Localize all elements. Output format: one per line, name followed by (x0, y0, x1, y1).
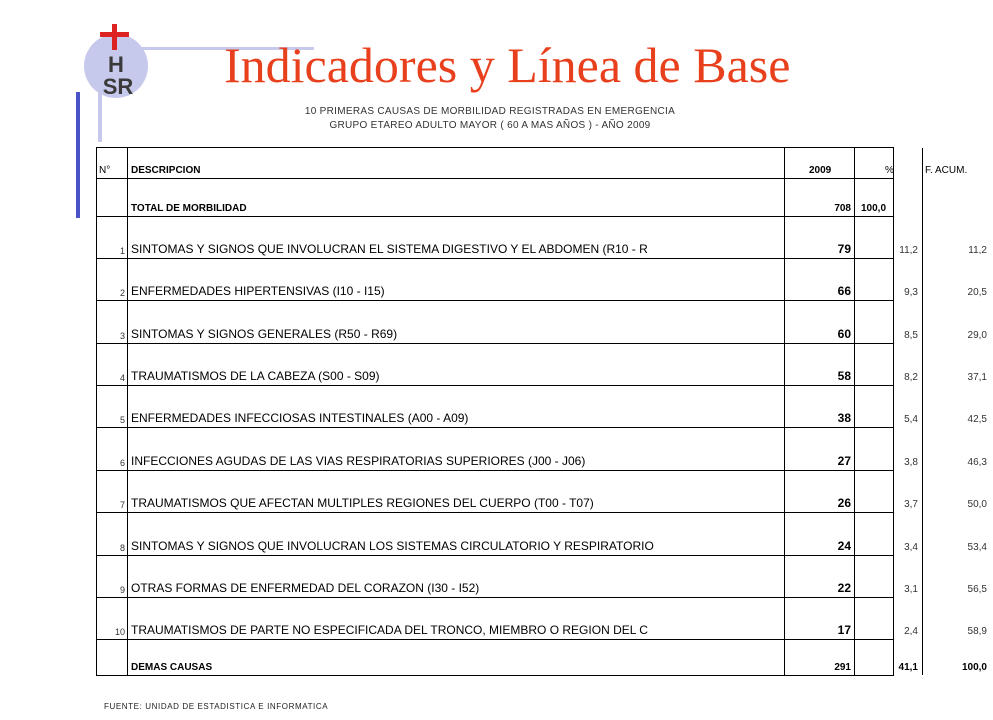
header-cell-pct: % (855, 148, 923, 178)
cell-pct: 5,4 (855, 385, 923, 427)
cell-num: 3 (97, 300, 128, 343)
table-row-others (97, 639, 987, 675)
table-row (97, 216, 987, 259)
cell-num: 4 (97, 343, 128, 385)
others-year: 291 (834, 662, 851, 673)
header-cell-desc: DESCRIPCION (128, 148, 785, 178)
cell-pct: 11,2 (855, 216, 923, 258)
table-header-row (97, 148, 968, 179)
cell-pct: 3,8 (855, 427, 923, 470)
cell-cum: 46,3 (967, 457, 987, 468)
cell-num: 7 (97, 470, 128, 512)
cell-desc: SINTOMAS Y SIGNOS QUE INVOLUCRAN LOS SISTEMAS CIRCULATORIO Y RESPIRATORIO (128, 512, 785, 555)
table-subtitle-line2: GRUPO ETAREO ADULTO MAYOR ( 60 A MAS AÑOS ) - AÑO 2009 (329, 120, 651, 131)
cell-year: 24 (785, 512, 855, 555)
cell-pct: 3,7 (855, 470, 923, 512)
cell-cum: 29,0 (967, 330, 987, 341)
table-row (97, 258, 987, 301)
cell-year: 79 (785, 216, 855, 258)
cell-pct: 9,3 (855, 258, 923, 300)
header-cell-num: N° (97, 148, 128, 178)
cell-year: 17 (785, 597, 855, 639)
logo-text-sr: SR (102, 74, 134, 99)
cell-num: 8 (97, 512, 128, 555)
others-cum: 100,0 (961, 662, 987, 673)
cell-year: 22 (785, 555, 855, 597)
table-row (97, 597, 987, 640)
cell-pct: 2,4 (855, 597, 923, 639)
cell-cum: 50,0 (967, 499, 987, 510)
header-cell-year: 2009 (785, 148, 855, 178)
cell-desc: TRAUMATISMOS DE PARTE NO ESPECIFICADA DEL TRONCO, MIEMBRO O REGION DEL C (128, 597, 785, 639)
cell-num: 6 (97, 427, 128, 470)
hospital-cross-logo-icon (80, 24, 156, 100)
total-pct: 100,0 (861, 203, 887, 214)
cell-year: 26 (785, 470, 855, 512)
cell-cum: 56,5 (967, 584, 987, 595)
cell-pct: 3,4 (855, 512, 923, 555)
cell-cum: 42,5 (967, 414, 987, 425)
cell-cum: 37,1 (967, 372, 987, 383)
cell-pct: 8,2 (855, 343, 923, 385)
cell-desc: TRAUMATISMOS DE LA CABEZA (S00 - S09) (128, 343, 785, 385)
cell-pct: 3,1 (855, 555, 923, 597)
cell-num: 9 (97, 555, 128, 597)
cell-desc: ENFERMEDADES HIPERTENSIVAS (I10 - I15) (128, 258, 785, 300)
table-row (97, 470, 987, 513)
cell-year: 66 (785, 258, 855, 300)
cell-num: 5 (97, 385, 128, 427)
cell-desc: OTRAS FORMAS DE ENFERMEDAD DEL CORAZON (I30 - I52) (128, 555, 785, 597)
cell-cum: 11,2 (968, 245, 987, 256)
cell-num: 10 (97, 597, 128, 639)
others-pct: 41,1 (898, 662, 918, 673)
cell-year: 60 (785, 300, 855, 343)
cell-num: 2 (97, 258, 128, 300)
cell-desc: ENFERMEDADES INFECCIOSAS INTESTINALES (A00 - A09) (128, 385, 785, 427)
cell-desc: TRAUMATISMOS QUE AFECTAN MULTIPLES REGIONES DEL CUERPO (T00 - T07) (128, 470, 785, 512)
decor-bar-vertical-dark (76, 92, 80, 218)
cell-year: 38 (785, 385, 855, 427)
table-row (97, 512, 987, 556)
cell-pct: 8,5 (855, 300, 923, 343)
cell-desc: SINTOMAS Y SIGNOS QUE INVOLUCRAN EL SISTEMA DIGESTIVO Y EL ABDOMEN (R10 - R (128, 216, 785, 258)
cell-year: 58 (785, 343, 855, 385)
table-row-total (97, 178, 893, 217)
page-title: Indicadores y Línea de Base (224, 37, 791, 93)
table-row (97, 300, 987, 344)
cell-cum: 53,4 (967, 542, 987, 553)
table-row (97, 385, 987, 428)
source-note: FUENTE: UNIDAD DE ESTADISTICA E INFORMATICA (104, 702, 329, 711)
total-year: 708 (834, 203, 851, 214)
table-row (97, 427, 987, 471)
cell-desc: INFECCIONES AGUDAS DE LAS VIAS RESPIRATORIAS SUPERIORES (J00 - J06) (128, 427, 785, 470)
others-label: DEMAS CAUSAS (131, 662, 213, 673)
table-row (97, 343, 987, 386)
cell-num: 1 (97, 216, 128, 258)
cell-cum: 20,5 (967, 287, 987, 298)
hospital-logo (80, 24, 156, 100)
table-row (97, 555, 987, 598)
cell-cum: 58,9 (967, 626, 987, 637)
header-cell-cum: F. ACUM. (925, 165, 968, 176)
morbidity-table (96, 147, 987, 676)
table-subtitle-line1: 10 PRIMERAS CAUSAS DE MORBILIDAD REGISTRADAS EN EMERGENCIA (304, 106, 676, 117)
logo-text-h: H (108, 52, 124, 77)
cell-desc: SINTOMAS Y SIGNOS GENERALES (R50 - R69) (128, 300, 785, 343)
cell-year: 27 (785, 427, 855, 470)
total-label: TOTAL DE MORBILIDAD (131, 203, 247, 214)
